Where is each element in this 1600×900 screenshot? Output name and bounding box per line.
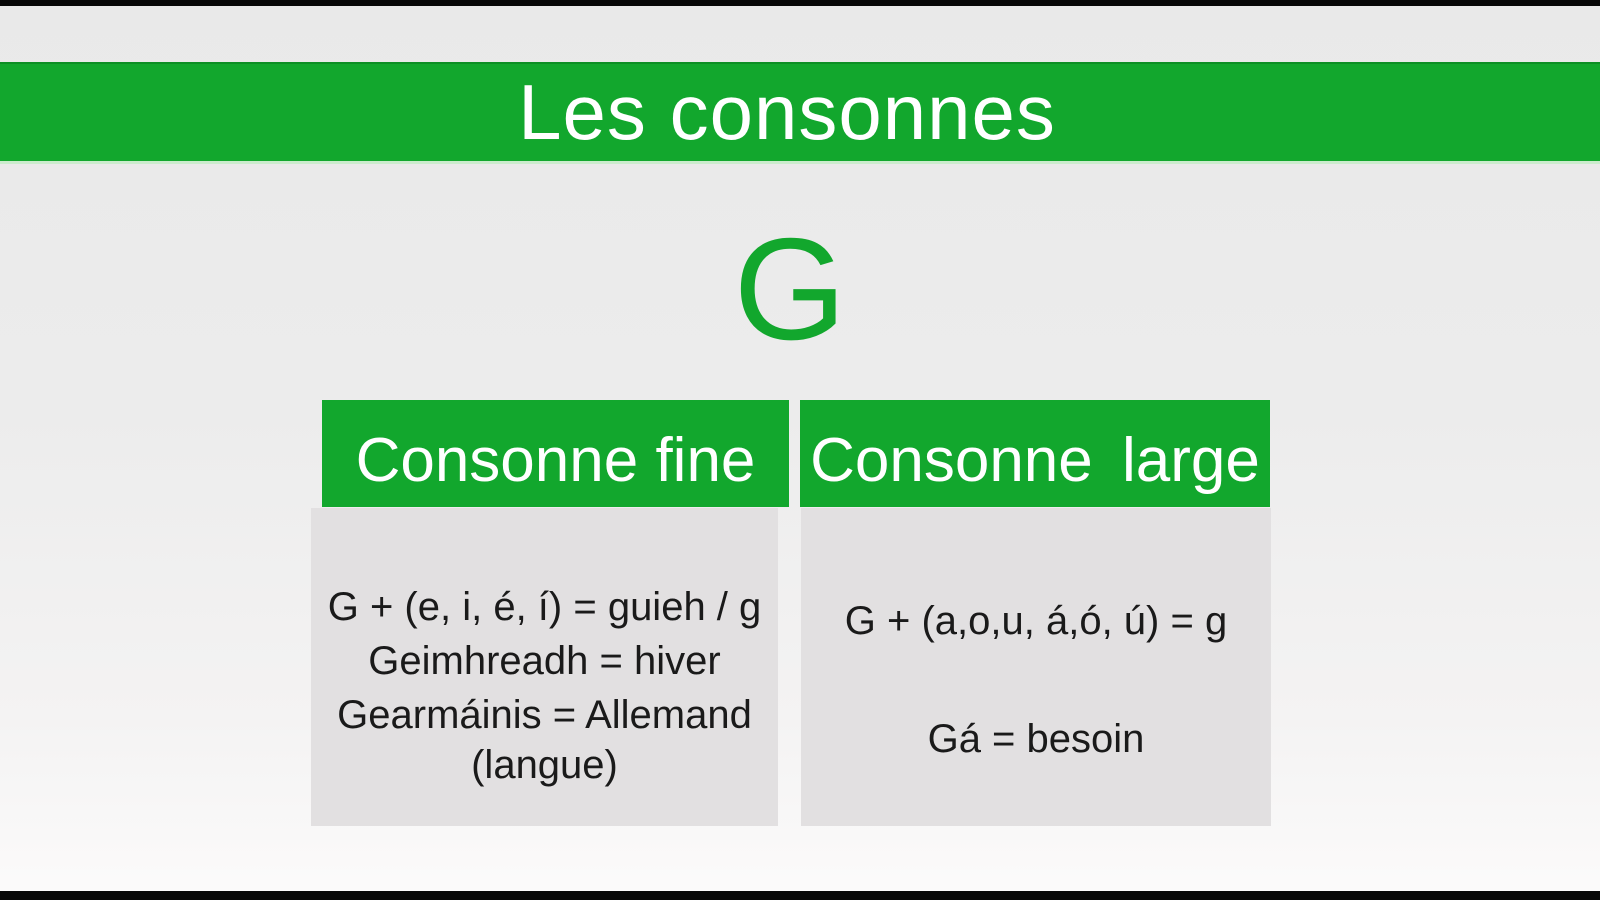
letterbox-top-bar [0,0,1600,6]
column-body-consonne-fine [311,508,778,826]
column-body-consonne-large [801,508,1271,826]
featured-letter: G [733,208,847,370]
fine-example-2-continued: (langue) [471,743,618,787]
large-example-1: Gá = besoin [927,717,1145,761]
fine-rule-line: G + (e, i, é, í) = guieh / g [327,585,762,629]
letterbox-bottom-bar [0,891,1600,900]
column-header-consonne-large [800,400,1270,507]
fine-example-2: Gearmáinis = Allemand [337,693,752,737]
fine-example-1: Geimhreadh = hiver [368,639,721,683]
column-header-consonne-large-label: Consonne large [810,426,1260,495]
slide-title: Les consonnes [518,68,1056,156]
title-banner [0,62,1600,164]
large-rule-line: G + (a,o,u, á,ó, ú) = g [844,599,1228,643]
column-header-consonne-fine [322,400,789,507]
column-header-consonne-fine-label: Consonne fine [355,426,756,495]
